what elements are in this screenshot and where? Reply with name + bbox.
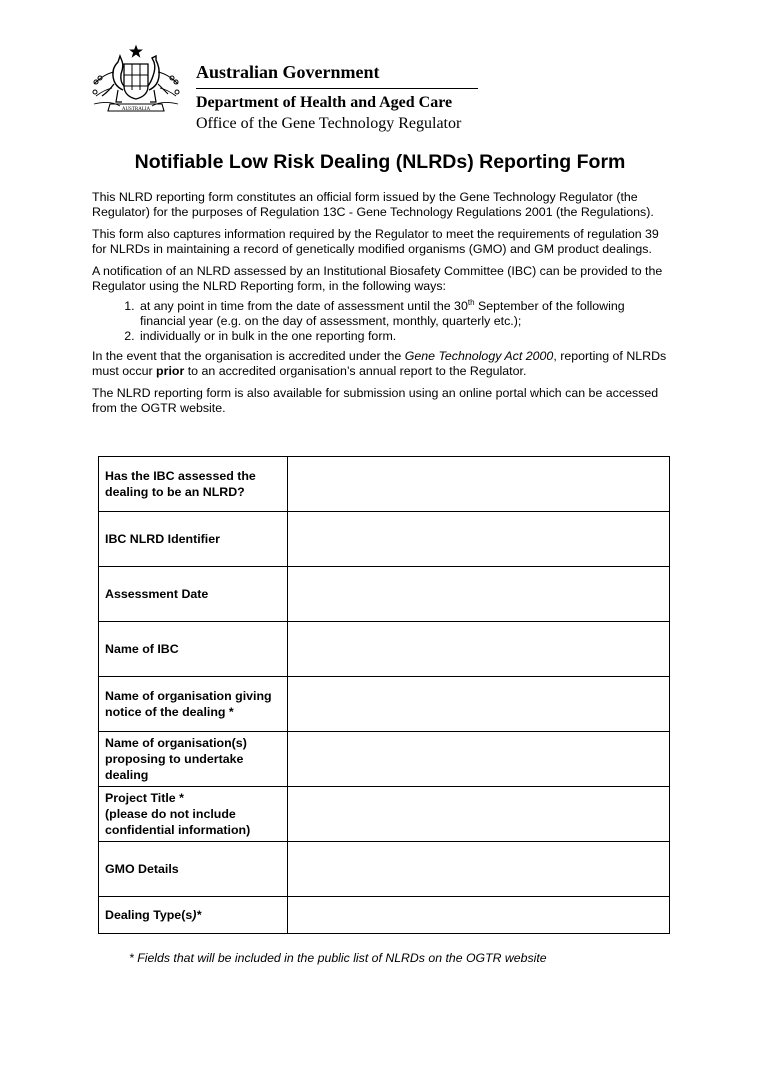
- paragraph-2: This form also captures information required by the Regulator to meet the requirements of regulation 39 for NLRDs in maintaining a record of genetically modified organisms (GMO) and GM product dealings.: [92, 227, 659, 256]
- svg-text:AUSTRALIA: AUSTRALIA: [121, 107, 151, 112]
- table-row: [99, 622, 670, 677]
- nlrd-form-table: [98, 456, 670, 934]
- notifying-organisation-field[interactable]: [288, 677, 670, 732]
- field-label: GMO Details: [99, 842, 288, 897]
- field-label: Assessment Date: [99, 567, 288, 622]
- act-name: Gene Technology Act 2000: [404, 349, 554, 363]
- header-divider: [196, 88, 478, 89]
- ibc-name-field[interactable]: [288, 622, 670, 677]
- gmo-details-field[interactable]: [288, 842, 670, 897]
- table-row: [99, 787, 670, 842]
- field-label: Name of organisation giving notice of the dealing *: [99, 677, 288, 732]
- dealing-type-field[interactable]: [288, 897, 670, 934]
- undertaking-organisation-field[interactable]: [288, 732, 670, 787]
- paragraph-5: The NLRD reporting form is also available for submission using an online portal which can be accessed from the OGTR website.: [92, 386, 659, 415]
- notification-ways-list: [92, 299, 668, 344]
- table-row: [99, 842, 670, 897]
- table-row: [99, 897, 670, 934]
- field-label: Name of IBC: [99, 622, 288, 677]
- ibc-nlrd-identifier-field[interactable]: [288, 512, 670, 567]
- paragraph-4: In the event that the organisation is accredited under the Gene Technology Act 2000, reporting of NLRDs must occur prior to an accredited organisation’s annual report to the Regulator.: [92, 349, 667, 378]
- table-row: [99, 732, 670, 787]
- office-name: Office of the Gene Technology Regulator: [196, 115, 462, 132]
- field-label: Has the IBC assessed the dealing to be an NLRD?: [99, 457, 288, 512]
- paragraph-1: This NLRD reporting form constitutes an official form issued by the Gene Technology Regulator (the Regulator) for the purposes of Regulation 13C - Gene Technology Regulations 2001 (the Regulations).: [92, 190, 654, 219]
- page-title: Notifiable Low Risk Dealing (NLRDs) Reporting Form: [134, 151, 626, 173]
- list-item: 2. individually or in bulk in the one reporting form.: [138, 329, 668, 344]
- government-name: Australian Government: [196, 62, 380, 82]
- emphasis-prior: prior: [156, 364, 185, 378]
- field-label: Name of organisation(s) proposing to undertake dealing: [99, 732, 288, 787]
- assessment-date-field[interactable]: [288, 567, 670, 622]
- table-row: [99, 567, 670, 622]
- header: [90, 44, 490, 144]
- table-row: [99, 457, 670, 512]
- intro-text: [92, 190, 668, 423]
- project-title-field[interactable]: [288, 787, 670, 842]
- field-label: Project Title * (please do not include confidential information): [99, 787, 288, 842]
- paragraph-3: A notification of an NLRD assessed by an Institutional Biosafety Committee (IBC) can be provided to the Regulator using the NLRD Reporting form, in the following ways:: [92, 264, 663, 293]
- coat-of-arms-icon: [90, 44, 182, 118]
- footnote: * Fields that will be included in the public list of NLRDs on the OGTR website: [129, 951, 547, 965]
- department-name: Department of Health and Aged Care: [196, 94, 453, 111]
- ibc-assessed-field[interactable]: [288, 457, 670, 512]
- field-label: IBC NLRD Identifier: [99, 512, 288, 567]
- list-item: 1. at any point in time from the date of assessment until the 30th September of the following financial year (e.g. on the day of assessment, monthly, quarterly etc.);: [138, 299, 668, 329]
- table-row: [99, 512, 670, 567]
- field-label: Dealing Type(s)*: [99, 897, 288, 934]
- table-row: [99, 677, 670, 732]
